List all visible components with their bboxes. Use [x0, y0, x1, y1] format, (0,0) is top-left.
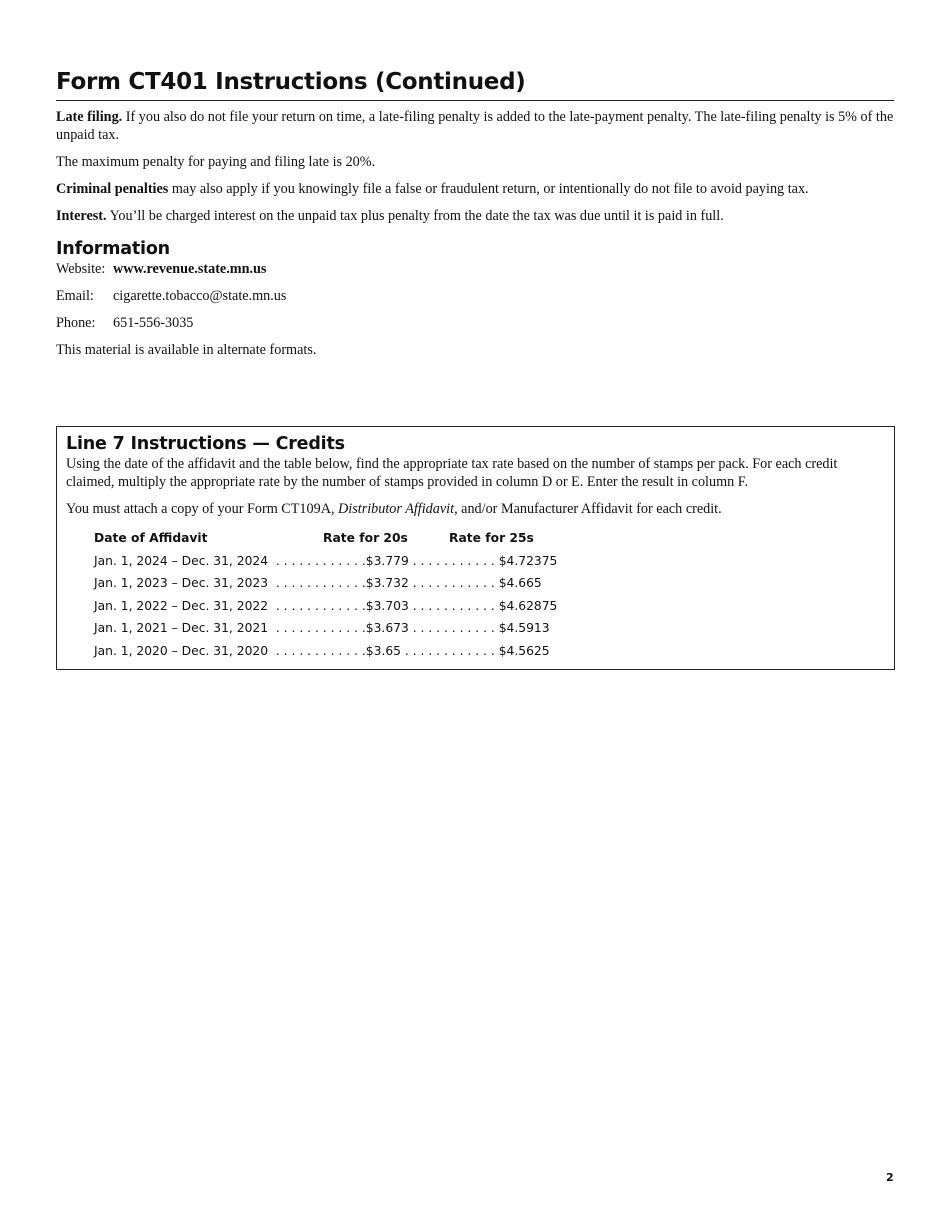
max-penalty-paragraph: The maximum penalty for paying and filing late is 20%. — [56, 154, 376, 170]
late-filing-paragraph — [56, 108, 894, 144]
phone-label: Phone: — [56, 315, 96, 331]
penalties-section — [56, 108, 894, 234]
table-row: Jan. 1, 2020 – Dec. 31, 2020 . . . . . . . . . . . .$3.65 . . . . . . . . . . . . $4.5625 — [94, 643, 550, 658]
table-row: Jan. 1, 2021 – Dec. 31, 2021 . . . . . . . . . . . .$3.673 . . . . . . . . . . . $4.5913 — [94, 621, 550, 635]
distributor-affidavit-title: Distributor Affidavit — [338, 501, 455, 517]
phone-row — [56, 314, 894, 332]
attach-text-before: You must attach a copy of your Form CT109A, — [66, 501, 339, 517]
late-filing-text: If you also do not file your return on time, a late-filing penalty is added to the late-payment penalty. The late-filing penalty is 5% of the unpaid tax. — [56, 109, 894, 143]
information-section — [56, 238, 894, 368]
page-title: Form CT401 Instructions (Continued) — [56, 67, 894, 101]
table-row: Jan. 1, 2023 – Dec. 31, 2023 . . . . . . . . . . . .$3.732 . . . . . . . . . . . $4.665 — [94, 576, 542, 590]
email-link[interactable]: cigarette.tobacco@state.mn.us — [113, 288, 287, 304]
credits-instructions: Using the date of the affidavit and the table below, find the appropriate tax rate based on the number of stamps per pack. For each credit claimed, multiply the appropriate rate by the number of stamps provided in column D or E. Enter the result in column F. — [66, 456, 838, 490]
header-rate-20s: Rate for 20s — [323, 531, 408, 545]
alternate-formats-note: This material is available in alternate formats. — [56, 342, 317, 358]
website-link[interactable]: www.revenue.state.mn.us — [113, 261, 267, 277]
interest-text: You’ll be charged interest on the unpaid tax plus penalty from the date the tax was due until it is paid in full. — [106, 208, 724, 224]
header-rate-25s: Rate for 25s — [449, 531, 534, 545]
email-label: Email: — [56, 288, 94, 304]
late-filing-lead: Late filing. — [56, 109, 123, 125]
header-date-of-affidavit: Date of Affidavit — [94, 531, 208, 545]
website-row — [56, 260, 894, 278]
interest-paragraph — [56, 207, 894, 225]
website-label: Website: — [56, 261, 106, 277]
credits-heading: Line 7 Instructions — Credits — [66, 434, 345, 454]
email-row — [56, 287, 894, 305]
attach-affidavit-note — [66, 500, 885, 518]
information-heading: Information — [56, 239, 170, 259]
table-row: Jan. 1, 2022 – Dec. 31, 2022 . . . . . . . . . . . .$3.703 . . . . . . . . . . . $4.62875 — [94, 598, 558, 613]
rate-table-header — [94, 527, 885, 550]
credits-box — [56, 426, 895, 670]
table-row: Jan. 1, 2024 – Dec. 31, 2024 . . . . . . . . . . . .$3.779 . . . . . . . . . . . $4.72375 — [94, 553, 558, 568]
criminal-lead: Criminal penalties — [56, 181, 169, 197]
rate-table — [94, 527, 885, 662]
interest-lead: Interest. — [56, 208, 107, 224]
criminal-text: may also apply if you knowingly file a false or fraudulent return, or intentionally do not file to avoid paying tax. — [168, 181, 809, 197]
phone-number: 651-556-3035 — [113, 315, 194, 331]
page-number: 2 — [886, 1171, 894, 1184]
criminal-penalties-paragraph — [56, 180, 894, 198]
attach-text-after: , and/or Manufacturer Affidavit for each credit. — [454, 501, 722, 517]
